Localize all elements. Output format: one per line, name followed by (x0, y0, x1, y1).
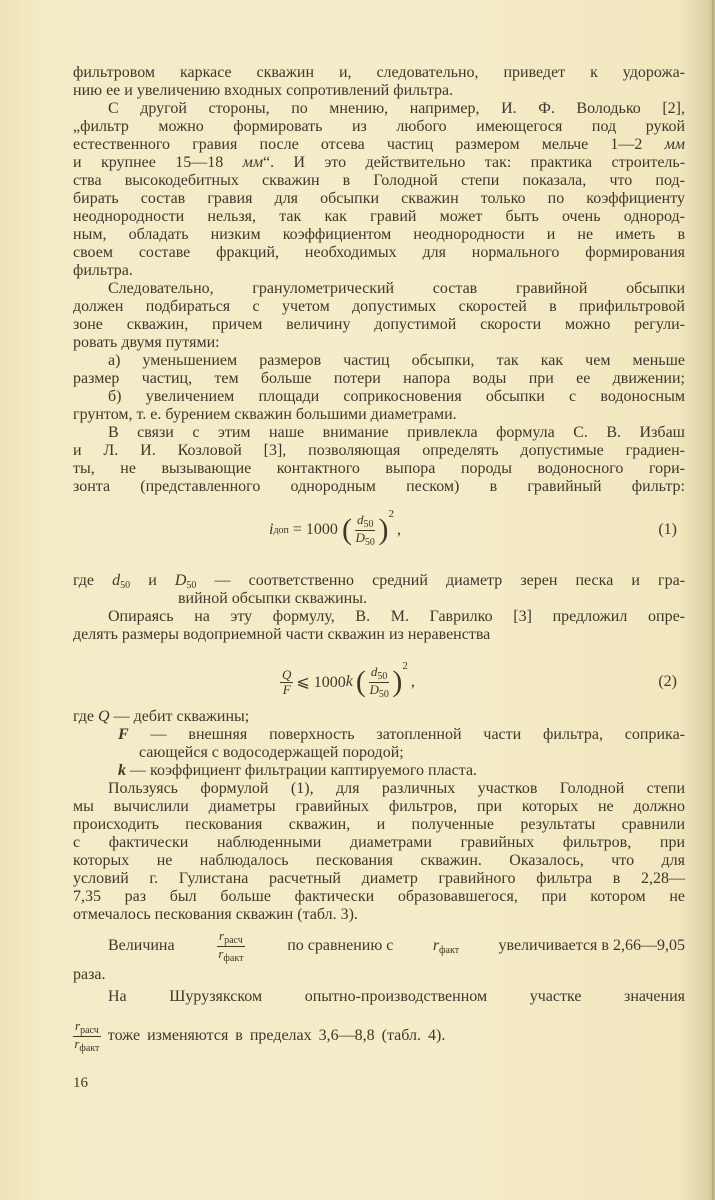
formula-text: , (410, 673, 415, 690)
subscript: факт (223, 952, 244, 964)
text-line (73, 136, 685, 154)
text-line: условий г. Гулистана расчетный диаметр гравийного фильтра в 2,28— (73, 870, 685, 887)
text-line: своем составе фракций, необходимых для нормального формирования (73, 244, 685, 261)
numerator: d (370, 663, 378, 679)
subscript: расч (224, 934, 243, 946)
text-line (73, 762, 685, 780)
fraction (280, 668, 293, 697)
text-block-where1 (73, 572, 685, 644)
subscript: 50 (186, 580, 197, 591)
text-line: размер частиц, тем больше потери напора воды при ее движении; (73, 370, 685, 387)
symbol: D (174, 572, 187, 589)
text-line: зонта (представленного однородным песком) в гравийный фильтр: (73, 478, 685, 495)
text-line: и Л. И. Козловой [3], позволяющая определять допустимые градиен- (73, 442, 685, 459)
text-line: ным, обладать низким коэффициентом неоднородности и не иметь в (73, 226, 685, 243)
symbol: r (74, 1035, 80, 1051)
text-line: бирать состав гравия для обсыпки скважин только по коэффициенту (73, 190, 685, 207)
text-line: Опираясь на эту формулу, В. М. Гаврилко [3] предложил опре- (108, 608, 685, 625)
exponent: 2 (388, 508, 394, 520)
subscript: расч (80, 1024, 99, 1036)
text: “. И это действительно так: практика строитель- (263, 154, 686, 171)
symbol: r (75, 1017, 81, 1033)
text-line: фильтра. (73, 262, 133, 279)
subscript: 50 (120, 580, 131, 591)
denominator: F (282, 681, 291, 697)
denominator: D (355, 529, 365, 545)
text-line: ства высокодебитных скважин в Голодной степи показала, что под- (73, 172, 685, 189)
text-line: вийной обсыпки скважины. (178, 590, 367, 607)
subscript: 50 (363, 518, 374, 530)
subscript: факт (439, 944, 460, 956)
page-edge (712, 0, 714, 1200)
formula-text: ⩽ 1000 (296, 674, 346, 691)
text: где (73, 708, 95, 725)
symbol: d (112, 572, 121, 589)
text-line: отмечалось пескования скважин (табл. 3). (73, 906, 358, 923)
text: — соответственно средний диаметр зерен песка и гра- (214, 572, 686, 589)
subscript: 50 (377, 670, 388, 682)
text-line (73, 572, 685, 590)
text: где (73, 572, 95, 589)
symbol: r (432, 936, 440, 954)
text: — внешняя поверхность затопленной части фильтра, соприка- (150, 726, 685, 743)
text-line: раза. (73, 966, 106, 983)
text-line: которых не наблюдалось пескования скважин. Оказалось, что для (73, 852, 685, 869)
symbol: Q (98, 708, 110, 725)
text-line: зоне скважин, причем величину допустимой скорости можно регули- (73, 316, 685, 333)
text-line: должен подбираться с учетом допустимых скоростей в прифильтровой (73, 298, 685, 315)
text-line-ratio (73, 927, 685, 965)
exponent: 2 (402, 660, 408, 672)
text-line (73, 708, 685, 726)
text-line: Следовательно, гранулометрический состав гравийной обсыпки (108, 280, 685, 297)
text-line: а) уменьшением размеров частиц обсыпки, так как чем меньше (108, 352, 685, 369)
text-line: ты, не вызывающие контактного выпора породы водоносного гори- (73, 460, 685, 477)
text-line: грунтом, т. е. бурением скважин большими диаметрами. (73, 406, 457, 423)
text-line: В связи с этим наше внимание привлекла формула С. В. Избаш (108, 424, 685, 441)
formula-symbol: k (345, 673, 353, 690)
ratio-fraction (73, 1019, 101, 1054)
ratio-fraction (217, 929, 245, 964)
text-line: Пользуясь формулой (1), для различных участков Голодной степи (108, 780, 685, 797)
text: увеличивается в 2,66—9,05 (498, 937, 685, 954)
text: — коэффициент фильтрации каптируемого пласта. (130, 762, 478, 779)
subscript: 50 (364, 536, 375, 548)
formula-2: $\frac{Q}{F}$ ⩽ 1000 k ( $\frac{d_{50}}{D_{50}}$ ) 2 , (2) (282, 660, 677, 700)
denominator: D (369, 681, 379, 697)
text-line: сающейся с водосодержащей породой; (139, 744, 404, 761)
text: — дебит скважины; (113, 708, 250, 725)
text-line: мы вычислили диаметры гравийных фильтров, при которых не должно (73, 798, 685, 815)
text-line: нию ее и увеличению входных сопротивлений фильтра. (73, 82, 454, 99)
unit: мм (242, 154, 264, 171)
text: Величина (108, 937, 175, 954)
text-block-top (73, 64, 685, 496)
text-line: ровать двумя путями: (73, 334, 220, 351)
text-line: 7,35 раз был больше фактически образовавшегося, при котором не (73, 888, 685, 905)
text: естественного гравия после отсева частиц размером мельче 1—2 (73, 136, 643, 153)
text-line: „фильтр можно формировать из любого имеющегося под рукой (73, 118, 685, 135)
numerator: d (356, 511, 364, 527)
text-line: происходить пескования скважин, и полученные результаты сравнили (73, 816, 685, 833)
text-line: б) увеличением площади соприкосновения обсыпки с водоносным (108, 388, 685, 405)
symbol: r (219, 927, 225, 943)
equation-number: (1) (658, 521, 677, 538)
numerator: Q (282, 666, 292, 682)
text-line: делять размеры водоприемной части скважин из неравенства (73, 626, 491, 643)
symbol: r (218, 945, 224, 961)
text: и крупнее 15—18 (73, 154, 224, 171)
formula-subscript: доп (273, 524, 289, 536)
page-number: 16 (73, 1075, 88, 1091)
fraction (355, 513, 376, 548)
subscript: факт (79, 1042, 100, 1054)
fraction (369, 665, 390, 700)
text-line (73, 154, 685, 172)
equation-number: (2) (658, 673, 677, 690)
text-line: С другой стороны, по мнению, например, И. Ф. Володько [2], (108, 100, 685, 117)
symbol: F (118, 726, 129, 743)
formula-text: , (396, 521, 401, 538)
formula-1: i доп = 1000 ( $\frac{d_{50}}{D_{50}}$ ) 2 , (1) (269, 508, 677, 548)
unit: мм (664, 136, 685, 153)
text: и (148, 572, 157, 589)
text-line: На Шурузякском опытно-производственном участке значения (108, 988, 685, 1005)
text-block-where2 (73, 708, 685, 924)
text-line: неоднородности нельзя, так как гравий может быть очень однород- (73, 208, 685, 225)
text-line (73, 726, 685, 744)
text-line: с фактически наблюденными диаметрами гравийных фильтров, при (73, 834, 685, 851)
symbol: k (118, 762, 126, 779)
formula-text: = 1000 (292, 521, 338, 538)
text: по сравнению с (287, 937, 394, 954)
formula-symbol: i (269, 521, 274, 538)
subscript: 50 (378, 688, 389, 700)
text-line: фильтровом каркасе скважин и, следовательно, приведет к удорожа- (73, 64, 685, 81)
text: тоже изменяются в пределах 3,6—8,8 (табл. 4). (107, 1027, 446, 1044)
text-line-ratio (73, 1017, 685, 1055)
